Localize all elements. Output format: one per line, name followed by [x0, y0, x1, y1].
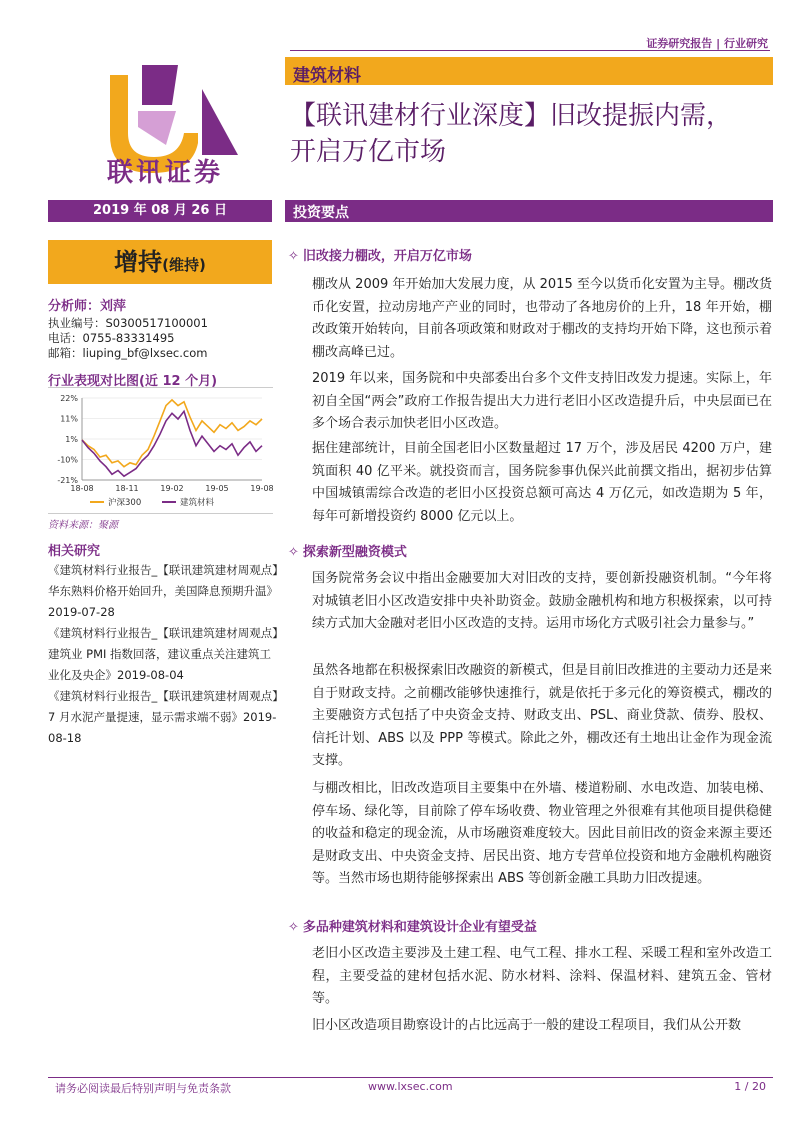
header-divider [290, 50, 770, 51]
related-item[interactable]: 《建筑材料行业报告_【联讯建筑建材周观点】华东熟料价格开始回升，美国降息预期升温》2019-07-28 [48, 563, 278, 619]
paragraph: 与棚改相比，旧改改造项目主要集中在外墙、楼道粉刷、水电改造、加装电梯、停车场、绿化等，目前除了停车场收费、物业管理之外很难有其他项目提供稳健的收益和稳定的现金流，从市场融资难度较大。因此目前旧改的资金来源主要还是财政支出、中央资金支持、居民出资、地方专营单位投资和地方金融机构融资等。当然市场也期待能够探索出 ABS 等创新金融工具助力旧改提速。 [312, 781, 772, 886]
logo-text: 联讯证券 [106, 158, 223, 188]
paragraph: 虽然各地都在积极探索旧改融资的新模式，但是目前旧改推进的主要动力还是来自于财政支持。之前棚改能够快速推行，就是依托于多元化的筹资模式，棚改的主要融资方式包括了中央资金支持、财政支出、PSL、商业贷款、债券、股权、信托计划、ABS 以及 PPP 等模式。除此之外，棚改还有土地出让金作为现金流支撑。 [312, 663, 772, 768]
related-research-list [48, 560, 278, 749]
report-type-label: 证券研究报告 | 行业研究 [646, 37, 768, 50]
performance-chart [48, 387, 273, 514]
sector-bar [285, 57, 773, 85]
analyst-name: 分析师：刘萍 [48, 299, 127, 314]
diamond-bullet-icon: ✧ [288, 249, 299, 264]
paragraph: 棚改从 2009 年开始加大发展力度，从 2015 至今以货币化安置为主导。棚改货币化安置，拉动房地产产业的同时，也带动了各地房价的上升，18 年开始，棚改政策开始转向，目前各项政策和财政对于棚改的支持均开始下降，这也预示着棚改高峰已过。 [312, 277, 772, 360]
x-tick-label: 18-08 [70, 484, 94, 493]
chart-source: 资料来源：聚源 [48, 520, 118, 531]
x-tick-label: 19-05 [205, 484, 229, 493]
section-heading: ✧ 旧改接力棚改，开启万亿市场 [288, 249, 472, 264]
analyst-phone: 电话：0755-83331495 [48, 331, 175, 345]
paragraph: 国务院常务会议中指出金融要加大对旧改的支持，要创新投融资机制。“今年将对城镇老旧小区改造安排中央补助资金。鼓励金融机构和地方积极探索，以可持续方式加大金融对老旧小区改造的支持。运用市场化方式吸引社会力量参与。” [312, 571, 772, 631]
legend-label: 沪深300 [108, 498, 142, 508]
report-date: 2019 年 08 月 26 日 [48, 200, 272, 222]
diamond-bullet-icon: ✧ [288, 920, 299, 935]
diamond-bullet-icon: ✧ [288, 545, 299, 560]
report-title-line1: 【联讯建材行业深度】旧改提振内需， [290, 101, 733, 131]
sector-label: 建筑材料 [293, 66, 361, 86]
report-title-line2: 开启万亿市场 [290, 137, 447, 167]
analyst-license: 执业编号：S0300517100001 [48, 316, 208, 330]
page-number: 1 / 20 [734, 1080, 766, 1093]
investment-highlights-header [285, 200, 773, 222]
paragraph: 据住建部统计，目前全国老旧小区数量超过 17 万个，涉及居民 4200 万户，建筑面积 40 亿平米。就投资而言，国务院参事仇保兴此前撰文指出，据初步估算中国城镇需综合改造的老旧小区投资总额可高达 4 万亿元，如改造期为 5 年，每年可新增投资约 8000 亿元以上。 [312, 441, 772, 524]
y-tick-label: -21% [57, 476, 78, 485]
x-tick-label: 19-02 [160, 484, 184, 493]
series-line-1 [82, 411, 262, 476]
paragraph: 老旧小区改造主要涉及土建工程、电气工程、排水工程、采暖工程和室外改造工程，主要受益的建材包括水泥、防水材料、涂料、保温材料、建筑五金、管材等。 [312, 946, 772, 1006]
rating-main: 增持 [114, 248, 163, 276]
report-title [290, 98, 770, 170]
performance-chart-svg [48, 388, 273, 515]
y-tick-label: -10% [57, 455, 78, 465]
section-heading: ✧ 探索新型融资模式 [288, 545, 407, 560]
rating-box [48, 240, 272, 284]
y-tick-label: 1% [65, 435, 78, 444]
related-item[interactable]: 《建筑材料行业报告_【联讯建筑建材周观点】建筑业 PMI 指数回落，建议重点关注建筑工业化及央企》2019-08-04 [48, 626, 278, 682]
x-tick-label: 19-08 [250, 484, 273, 493]
footer-website[interactable]: www.lxsec.com [368, 1080, 453, 1093]
related-research-title: 相关研究 [48, 544, 101, 559]
y-tick-label: 11% [60, 414, 78, 424]
related-item[interactable]: 《建筑材料行业报告_【联讯建筑建材周观点】7 月水泥产量提速，显示需求端不弱》2019-08-18 [48, 689, 278, 745]
section-heading: ✧ 多品种建筑材料和建筑设计企业有望受益 [288, 920, 537, 935]
chart-title: 行业表现对比图(近 12 个月) [48, 374, 218, 389]
legend-label: 建筑材料 [180, 498, 215, 508]
investment-highlights-title: 投资要点 [293, 205, 349, 221]
series-line-0 [82, 400, 262, 467]
y-tick-label: 22% [60, 394, 78, 403]
paragraph: 2019 年以来，国务院和中央部委出台多个文件支持旧改发力提速。实际上，年初自全国“两会”政府工作报告提出大力进行老旧小区改造提升后，中央层面已在多个场合表示加快老旧小区改造。 [312, 371, 772, 431]
footer-disclaimer[interactable]: 请务必阅读最后特别声明与免责条款 [55, 1082, 231, 1095]
footer-divider [48, 1077, 773, 1078]
analyst-email[interactable]: 邮箱：liuping_bf@lxsec.com [48, 346, 208, 360]
paragraph: 旧小区改造项目勘察设计的占比远高于一般的建设工程项目，我们从公开数 [312, 1018, 742, 1033]
x-tick-label: 18-11 [115, 484, 139, 493]
rating-sub: (维持) [162, 256, 206, 274]
